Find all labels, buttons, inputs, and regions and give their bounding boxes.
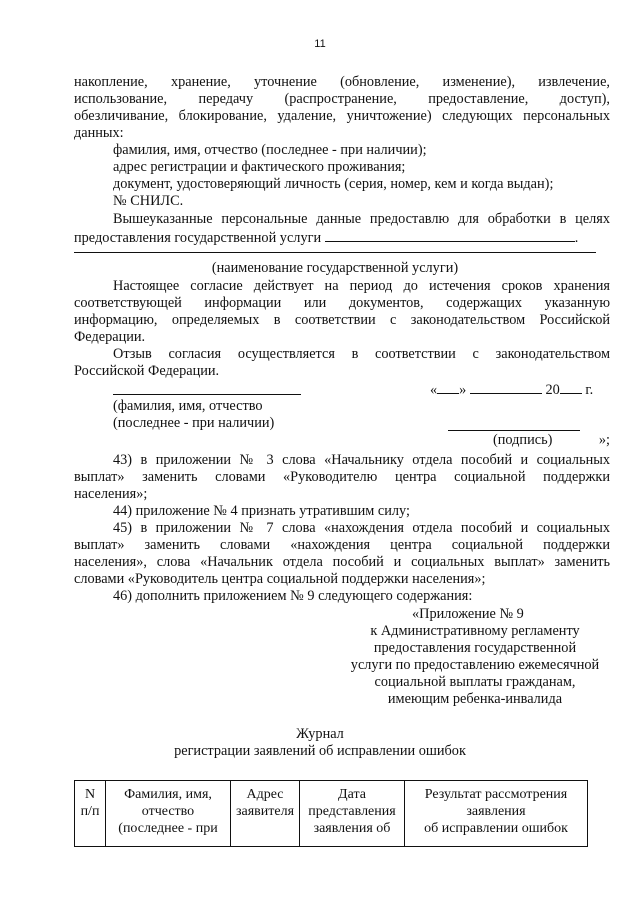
text-line: адрес регистрации и фактического проживания;	[113, 159, 406, 175]
appendix-header: социальной выплаты гражданам,	[374, 674, 576, 690]
sig-caption-sign: (подпись)	[493, 432, 553, 448]
text-line: Вышеуказанные персональные данные предоставлю для обработки в целях	[113, 211, 610, 227]
journal-subtitle: регистрации заявлений об исправлении ошибок	[174, 743, 466, 759]
sig-caption-name: (фамилия, имя, отчество	[113, 398, 263, 414]
text-line: Федерации.	[74, 329, 146, 345]
journal-title: Журнал	[296, 726, 344, 742]
text-line: накопление, хранение, уточнение (обновление, изменение), извлечение,	[74, 74, 610, 90]
quote-end: »;	[598, 432, 610, 448]
text-line: 43) в приложении № 3 слова «Начальнику отдела пособий и социальных	[113, 452, 610, 468]
text-line: № СНИЛС.	[113, 193, 184, 209]
text-line: выплат» заменить словами «нахождения центра социальной поддержки	[74, 537, 610, 553]
text-line: данных:	[74, 125, 124, 141]
text-line: Российской Федерации.	[74, 363, 220, 379]
text-line: использование, передачу (распространение, предоставление, доступ),	[74, 91, 610, 107]
text-line: выплат» заменить словами «Руководителю центра социальной поддержки	[74, 469, 610, 485]
table-header-row	[75, 781, 588, 847]
text-line: соответствующей информации или документов, содержащих указанную	[74, 295, 610, 311]
text-line: документ, удостоверяющий личность (серия, номер, кем и когда выдан);	[113, 176, 554, 192]
text-line: населения», слова «Начальник отдела пособий и социальных выплат» заменить	[74, 554, 610, 570]
period: .	[574, 230, 579, 246]
appendix-header: к Административному регламенту	[370, 623, 580, 639]
year-blank	[560, 380, 582, 394]
name-signature-rule	[113, 394, 301, 395]
journal-table	[74, 780, 588, 847]
service-line	[74, 228, 610, 247]
text-line: населения»;	[74, 486, 148, 502]
appendix-header: имеющим ребенка-инвалида	[387, 691, 563, 707]
text-line: обезличивание, блокирование, удаление, уничтожение) следующих персональных	[74, 108, 610, 124]
day-blank	[437, 380, 459, 394]
appendix-header: «Приложение № 9	[412, 606, 524, 622]
service-label: предоставления государственной услуги	[74, 230, 322, 246]
appendix-header: предоставления государственной	[373, 640, 577, 656]
header-cell-result: Результат рассмотрения заявления об исправлении ошибок	[405, 781, 588, 847]
text-line: информацию, определяемых в соответствии с законодательством Российской	[74, 312, 610, 328]
service-blank	[325, 228, 575, 242]
header-cell-number: N п/п	[75, 781, 106, 847]
date-line: « » 20 г.	[430, 382, 594, 398]
month-blank	[470, 380, 542, 394]
text-line: 46) дополнить приложением № 9 следующего содержания:	[113, 588, 473, 604]
sig-caption-name: (последнее - при наличии)	[113, 415, 275, 431]
service-rule	[74, 252, 596, 253]
header-cell-date: Дата представления заявления об	[300, 781, 405, 847]
signature-rule	[448, 430, 580, 431]
header-cell-address: Адрес заявителя	[231, 781, 300, 847]
text-line: 44) приложение № 4 признать утратившим силу;	[113, 503, 410, 519]
header-cell-name: Фамилия, имя, отчество (последнее - при	[106, 781, 231, 847]
service-caption: (наименование государственной услуги)	[211, 260, 459, 276]
text-line: словами «Руководитель центра социальной поддержки населения»;	[74, 571, 486, 587]
page-number: 11	[314, 38, 326, 50]
text-line: фамилия, имя, отчество (последнее - при наличии);	[113, 142, 427, 158]
text-line: Отзыв согласия осуществляется в соответствии с законодательством	[113, 346, 610, 362]
text-line: 45) в приложении № 7 слова «нахождения отдела пособий и социальных	[113, 520, 610, 536]
text-line: Настоящее согласие действует на период до истечения сроков хранения	[113, 278, 610, 294]
appendix-header: услуги по предоставлению ежемесячной	[350, 657, 600, 673]
